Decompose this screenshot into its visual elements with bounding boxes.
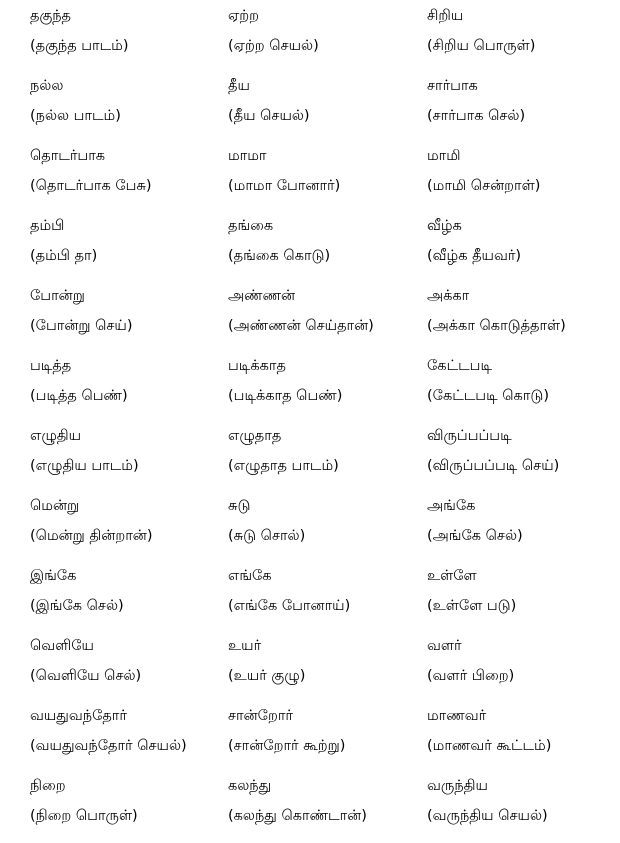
tamil-word: மென்று bbox=[30, 498, 80, 514]
word-cell bbox=[228, 776, 428, 826]
tamil-word: சிறிய bbox=[427, 8, 464, 24]
word-cell bbox=[228, 6, 428, 56]
word-cell bbox=[30, 6, 230, 56]
example-phrase: (மாணவர் கூட்டம்) bbox=[427, 738, 552, 754]
tamil-word: தொடர்பாக bbox=[30, 148, 106, 164]
example-phrase: (வளர் பிறை) bbox=[427, 668, 515, 684]
example-phrase: (மென்று தின்றான்) bbox=[30, 528, 153, 544]
word-cell bbox=[228, 286, 428, 336]
word-cell bbox=[30, 286, 230, 336]
word-cell bbox=[30, 566, 230, 616]
word-cell bbox=[427, 356, 620, 406]
tamil-word: அண்ணன் bbox=[228, 288, 296, 304]
word-cell bbox=[30, 636, 230, 686]
word-cell bbox=[427, 776, 620, 826]
word-cell bbox=[228, 426, 428, 476]
tamil-word: தகுந்த bbox=[30, 8, 71, 24]
example-phrase: (அங்கே செல்) bbox=[427, 528, 523, 544]
example-phrase: (போன்று செய்) bbox=[30, 318, 133, 334]
example-phrase: (இங்கே செல்) bbox=[30, 598, 124, 614]
example-phrase: (நல்ல பாடம்) bbox=[30, 108, 121, 124]
example-phrase: (படித்த பெண்) bbox=[30, 388, 128, 404]
example-phrase: (அக்கா கொடுத்தாள்) bbox=[427, 318, 566, 334]
tamil-word: வயதுவந்தோர் bbox=[30, 708, 127, 724]
example-phrase: (சிறிய பொருள்) bbox=[427, 38, 536, 54]
tamil-word: ஏற்ற bbox=[228, 8, 260, 24]
tamil-word: எழுதாத bbox=[228, 428, 282, 444]
example-phrase: (நிறை பொருள்) bbox=[30, 808, 138, 824]
word-cell bbox=[228, 496, 428, 546]
example-phrase: (எங்கே போனாய்) bbox=[228, 598, 351, 614]
example-phrase: (ஏற்ற செயல்) bbox=[228, 38, 319, 54]
tamil-word: மாமி bbox=[427, 148, 461, 164]
word-cell bbox=[427, 146, 620, 196]
example-phrase: (எழுதாத பாடம்) bbox=[228, 458, 339, 474]
word-cell bbox=[427, 76, 620, 126]
tamil-word: நிறை bbox=[30, 778, 66, 794]
word-cell bbox=[427, 706, 620, 756]
tamil-word: கலந்து bbox=[228, 778, 272, 794]
tamil-word: தம்பி bbox=[30, 218, 65, 234]
tamil-word: சார்பாக bbox=[427, 78, 478, 94]
example-phrase: (வயதுவந்தோர் செயல்) bbox=[30, 738, 187, 754]
word-cell bbox=[30, 776, 230, 826]
example-phrase: (உயர் குழு) bbox=[228, 668, 306, 684]
tamil-word: தீய bbox=[228, 78, 250, 94]
word-cell bbox=[228, 216, 428, 266]
tamil-word: நல்ல bbox=[30, 78, 64, 94]
tamil-word: எங்கே bbox=[228, 568, 272, 584]
word-cell bbox=[427, 636, 620, 686]
word-cell bbox=[228, 566, 428, 616]
tamil-word: வளர் bbox=[427, 638, 462, 654]
tamil-word: எழுதிய bbox=[30, 428, 82, 444]
example-phrase: (படிக்காத பெண்) bbox=[228, 388, 343, 404]
tamil-word: வருந்திய bbox=[427, 778, 488, 794]
tamil-word: வெளியே bbox=[30, 638, 94, 654]
word-cell bbox=[30, 706, 230, 756]
tamil-word: தங்கை bbox=[228, 218, 274, 234]
tamil-word: மாமா bbox=[228, 148, 267, 164]
word-cell bbox=[228, 146, 428, 196]
word-cell bbox=[228, 76, 428, 126]
tamil-word: விருப்பப்படி bbox=[427, 428, 512, 444]
example-phrase: (வீழ்க தீயவர்) bbox=[427, 248, 522, 264]
word-cell bbox=[30, 76, 230, 126]
example-phrase: (உள்ளே படு) bbox=[427, 598, 517, 614]
word-cell bbox=[30, 146, 230, 196]
example-phrase: (மாமா போனார்) bbox=[228, 178, 341, 194]
word-cell bbox=[427, 496, 620, 546]
word-cell bbox=[30, 216, 230, 266]
tamil-word: மாணவர் bbox=[427, 708, 487, 724]
example-phrase: (சான்றோர் கூற்று) bbox=[228, 738, 346, 754]
example-phrase: (வெளியே செல்) bbox=[30, 668, 142, 684]
example-phrase: (சார்பாக செல்) bbox=[427, 108, 526, 124]
word-cell bbox=[228, 636, 428, 686]
tamil-word: வீழ்க bbox=[427, 218, 462, 234]
example-phrase: (எழுதிய பாடம்) bbox=[30, 458, 139, 474]
tamil-word: உள்ளே bbox=[427, 568, 477, 584]
tamil-word: இங்கே bbox=[30, 568, 77, 584]
example-phrase: (தகுந்த பாடம்) bbox=[30, 38, 129, 54]
example-phrase: (கேட்டபடி கொடு) bbox=[427, 388, 549, 404]
word-cell bbox=[30, 356, 230, 406]
word-cell bbox=[427, 6, 620, 56]
tamil-word: போன்று bbox=[30, 288, 85, 304]
tamil-word: கேட்டபடி bbox=[427, 358, 492, 374]
tamil-word: சுடு bbox=[228, 498, 251, 514]
example-phrase: (தங்கை கொடு) bbox=[228, 248, 331, 264]
example-phrase: (சுடு சொல்) bbox=[228, 528, 306, 544]
example-phrase: (தொடர்பாக பேசு) bbox=[30, 178, 152, 194]
word-cell bbox=[228, 356, 428, 406]
example-phrase: (அண்ணன் செய்தான்) bbox=[228, 318, 374, 334]
example-phrase: (விருப்பப்படி செய்) bbox=[427, 458, 560, 474]
word-cell bbox=[427, 216, 620, 266]
example-phrase: (மாமி சென்றாள்) bbox=[427, 178, 541, 194]
example-phrase: (தீய செயல்) bbox=[228, 108, 310, 124]
word-cell bbox=[30, 426, 230, 476]
example-phrase: (தம்பி தா) bbox=[30, 248, 98, 264]
word-cell bbox=[427, 566, 620, 616]
word-cell bbox=[30, 496, 230, 546]
tamil-word: அக்கா bbox=[427, 288, 470, 304]
example-phrase: (கலந்து கொண்டான்) bbox=[228, 808, 367, 824]
example-phrase: (வருந்திய செயல்) bbox=[427, 808, 548, 824]
tamil-word: படித்த bbox=[30, 358, 72, 374]
tamil-word: உயர் bbox=[228, 638, 262, 654]
tamil-word: அங்கே bbox=[427, 498, 476, 514]
word-cell bbox=[427, 426, 620, 476]
word-cell bbox=[427, 286, 620, 336]
tamil-word: சான்றோர் bbox=[228, 708, 293, 724]
tamil-word: படிக்காத bbox=[228, 358, 286, 374]
word-cell bbox=[228, 706, 428, 756]
